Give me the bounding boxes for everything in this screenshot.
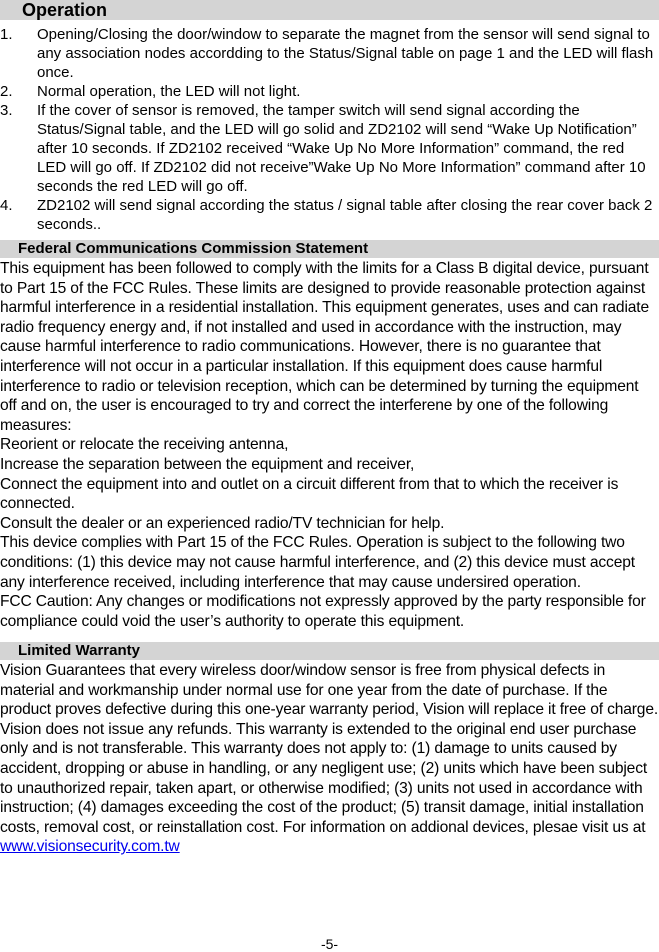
operation-heading: Operation: [22, 0, 108, 20]
operation-item: [0, 101, 659, 196]
item-text: Opening/Closing the door/window to separate the magnet from the sensor will send signal to any association nodes accordding to the Status/Signal table on page 1 and the LED will flash once.: [37, 26, 654, 81]
fcc-heading: Federal Communications Commission Statement: [18, 240, 369, 257]
fcc-caution: FCC Caution: Any changes or modifications not expressly approved by the party responsible for compliance could void the user’s authority to operate this equipment.: [0, 593, 646, 630]
page-number: -5-: [320, 936, 339, 952]
fcc-measure: Reorient or relocate the receiving antenna,: [0, 436, 289, 454]
fcc-paragraph: This device complies with Part 15 of the FCC Rules. Operation is subject to the following two conditions: (1) this device may not cause harmful interference, and (2) this device must accept any interference received, including interference that may cause undersired operation.: [0, 534, 635, 591]
item-text: Normal operation, the LED will not light.: [37, 83, 301, 100]
operation-item: [0, 25, 659, 82]
item-text: If the cover of sensor is removed, the tamper switch will send signal according the Status/Signal table, and the LED will go solid and ZD2102 will send “Wake Up Notification” after 10 seconds. If ZD2102 received “Wake Up No More Information” command, the red LED will go off. If ZD2102 did not receive”Wake Up No More Information” command after 10 seconds the red LED will go off.: [37, 102, 646, 195]
warranty-heading-bar: [0, 642, 659, 660]
fcc-statement: [0, 259, 659, 631]
fcc-measure: Increase the separation between the equipment and receiver,: [0, 455, 415, 473]
warranty-text: Vision Guarantees that every wireless door/window sensor is free from physical defects in material and workmanship under normal use for one year from the date of purchase. If the product proves defective during this one-year warranty period, Vision will replace it free of charge. Vision does not issue any refunds. This warranty is extended to the original end user purchase only and is not transferable. This warranty does not apply to: (1) damage to units caused by accident, dropping or abuse in handling, or any negligent use; (2) units which have been subject to unauthorized repair, taken apart, or otherwise modified; (3) units not used in accordance with instruction; (4) damages exceeding the cost of the product; (5) transit damage, initial installation costs, removal cost, or reinstallation cost. For information on addional devices, plesae visit us at: [0, 662, 659, 836]
operation-list: [0, 25, 659, 234]
fcc-paragraph: This equipment has been followed to comply with the limits for a Class B digital device, pursuant to Part 15 of the FCC Rules. These limits are designed to provide reasonable protection against harmful interference in a residential installation. This equipment generates, uses and can radiate radio frequency energy and, if not installed and used in accordance with the instruction, may cause harmful interference to radio communications. However, there is no guarantee that interference will not occur in a particular installation. If this equipment does cause harmful interference to radio or television reception, which can be determined by turning the equipment off and on, the user is encouraged to try and correct the interferene by one of the following measures:: [0, 260, 650, 434]
fcc-heading-bar: [0, 240, 659, 258]
operation-heading-bar: [0, 0, 659, 20]
operation-item: [0, 196, 659, 234]
fcc-measure: Consult the dealer or an experienced radio/TV technician for help.: [0, 514, 445, 532]
item-number: 3.: [0, 102, 13, 119]
operation-item: [0, 82, 659, 101]
fcc-measure: Connect the equipment into and outlet on a circuit different from that to which the receiver is connected.: [0, 475, 619, 513]
warranty-section: [0, 661, 659, 857]
item-text: ZD2102 will send signal according the status / signal table after closing the rear cover back 2 seconds..: [37, 197, 653, 233]
item-number: 1.: [0, 26, 13, 43]
website-link[interactable]: www.visionsecurity.com.tw: [0, 838, 180, 856]
warranty-heading: Limited Warranty: [18, 642, 140, 659]
item-number: 4.: [0, 197, 13, 214]
item-number: 2.: [0, 83, 13, 100]
